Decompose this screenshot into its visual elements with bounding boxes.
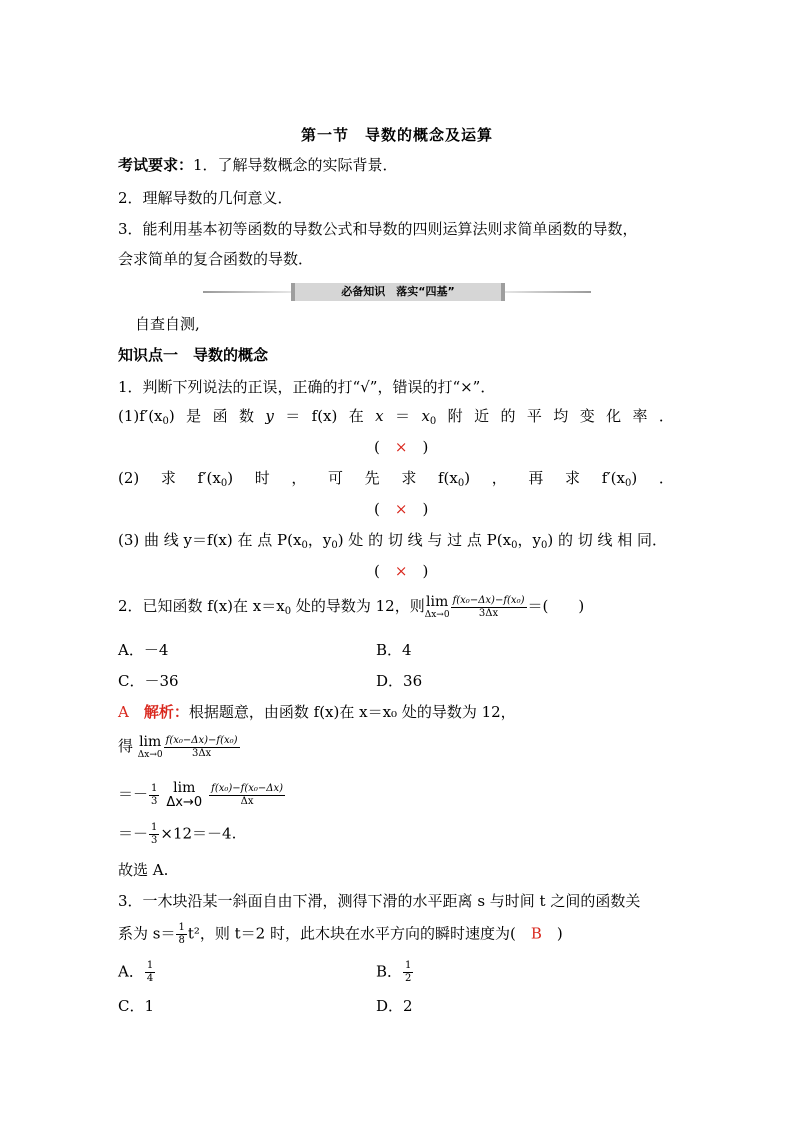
q2-answer: A	[118, 703, 129, 721]
q1-stem: 1．判断下列说法的正误，正确的打“√”，错误的打“×”．	[118, 378, 496, 396]
self-check-heading: 自查自测,	[135, 315, 200, 333]
cross-mark-icon: ×	[394, 500, 408, 518]
q2-stem: 2．已知函数 f(x)在 $x=x_0$ 处的导数为 12，则 lim Δx→0 $\frac{\text{f(x₀−Δx)−f(x₀)}}{3\Delta x}$ ＝( )	[118, 594, 585, 620]
q2-option-a: A．－4	[118, 641, 169, 659]
q2-option-b: B．4	[376, 641, 412, 659]
requirement-3b: 会求简单的复合函数的导数．	[118, 250, 314, 268]
requirements-label: 考试要求：	[118, 156, 194, 174]
q3-option-a: A． $\frac{1}{4}$	[118, 960, 154, 984]
q1-answer-1: ( × )	[374, 438, 429, 456]
q3-stem-2: 系为 s＝ $\frac{1}{8}$ t²，则 t＝2 时，此木块在水平方向的瞬时速度为( B )	[118, 922, 563, 946]
q2-analysis: A 解析：根据题意，由函数 f(x)在 x＝x₀ 处的导数为 12，	[118, 703, 516, 721]
cross-mark-icon: ×	[394, 562, 408, 580]
q2-option-d: D．36	[376, 672, 423, 690]
q3-stem-1: 3．一木块沿某一斜面自由下滑，测得下滑的水平距离 s 与时间 t 之间的函数关	[118, 892, 641, 910]
knowledge-point-heading: 知识点一 导数的概念	[118, 346, 269, 364]
exam-requirements	[118, 155, 398, 175]
section-banner	[203, 282, 591, 302]
q3-option-d: D．2	[376, 997, 413, 1015]
q1-statement-2: (2) 求 $f'(x_0)$ 时 ， 可 先 求 $f(x_0)$ ， 再 求 $f'(x_0)$ ．	[118, 469, 674, 489]
q2-analysis-line-4: ＝－ $\frac{1}{3}$ ×12＝－4.	[118, 822, 237, 846]
q2-option-c: C．－36	[118, 672, 179, 690]
requirement-2: 2．理解导数的几何意义．	[118, 189, 293, 207]
banner-rule-left	[203, 291, 291, 293]
q2-analysis-line-2: 得 lim Δx→0 $\frac{\text{f(x₀−Δx)−f(x₀)}}{3\Delta x}$	[118, 734, 238, 760]
requirement-1: 1．了解导数概念的实际背景．	[193, 156, 398, 174]
cross-mark-icon: ×	[394, 438, 408, 456]
banner-rule-right	[505, 291, 591, 293]
page-title: 第一节 导数的概念及运算	[300, 126, 493, 144]
analysis-label: 解析：	[143, 703, 189, 721]
q1-statement-1: $(1)f'(x_0)$ 是 函 数 y ＝ f(x) 在 x ＝ $x_0$ 附 近 的 平 均 变 化 率 ．	[118, 407, 674, 427]
q2-conclusion: 故选 A.	[118, 861, 169, 879]
q3-option-b: B． $\frac{1}{2}$	[376, 960, 412, 984]
banner-label: 必备知识 落实“四基”	[291, 283, 505, 301]
requirement-3a: 3．能利用基本初等函数的导数公式和导数的四则运算法则求简单函数的导数，	[118, 220, 638, 238]
q1-answer-2: ( × )	[374, 500, 429, 518]
q3-answer: B	[530, 924, 542, 943]
q1-statement-3: (3) 曲 线 y＝f(x) 在 点 $P(x_0$，$y_0$) 处 的 切 线 与 过 点 $P(x_0$，$y_0$) 的 切 线 相 同．	[118, 531, 668, 551]
q3-option-c: C．1	[118, 997, 155, 1015]
q2-analysis-line-3: ＝－ $\frac{1}{3}$ lim Δx→0 $\frac{\text{f(x₀)−f(x₀−Δx)}}{\Delta x}$	[118, 780, 284, 810]
q1-answer-3: ( × )	[374, 562, 429, 580]
